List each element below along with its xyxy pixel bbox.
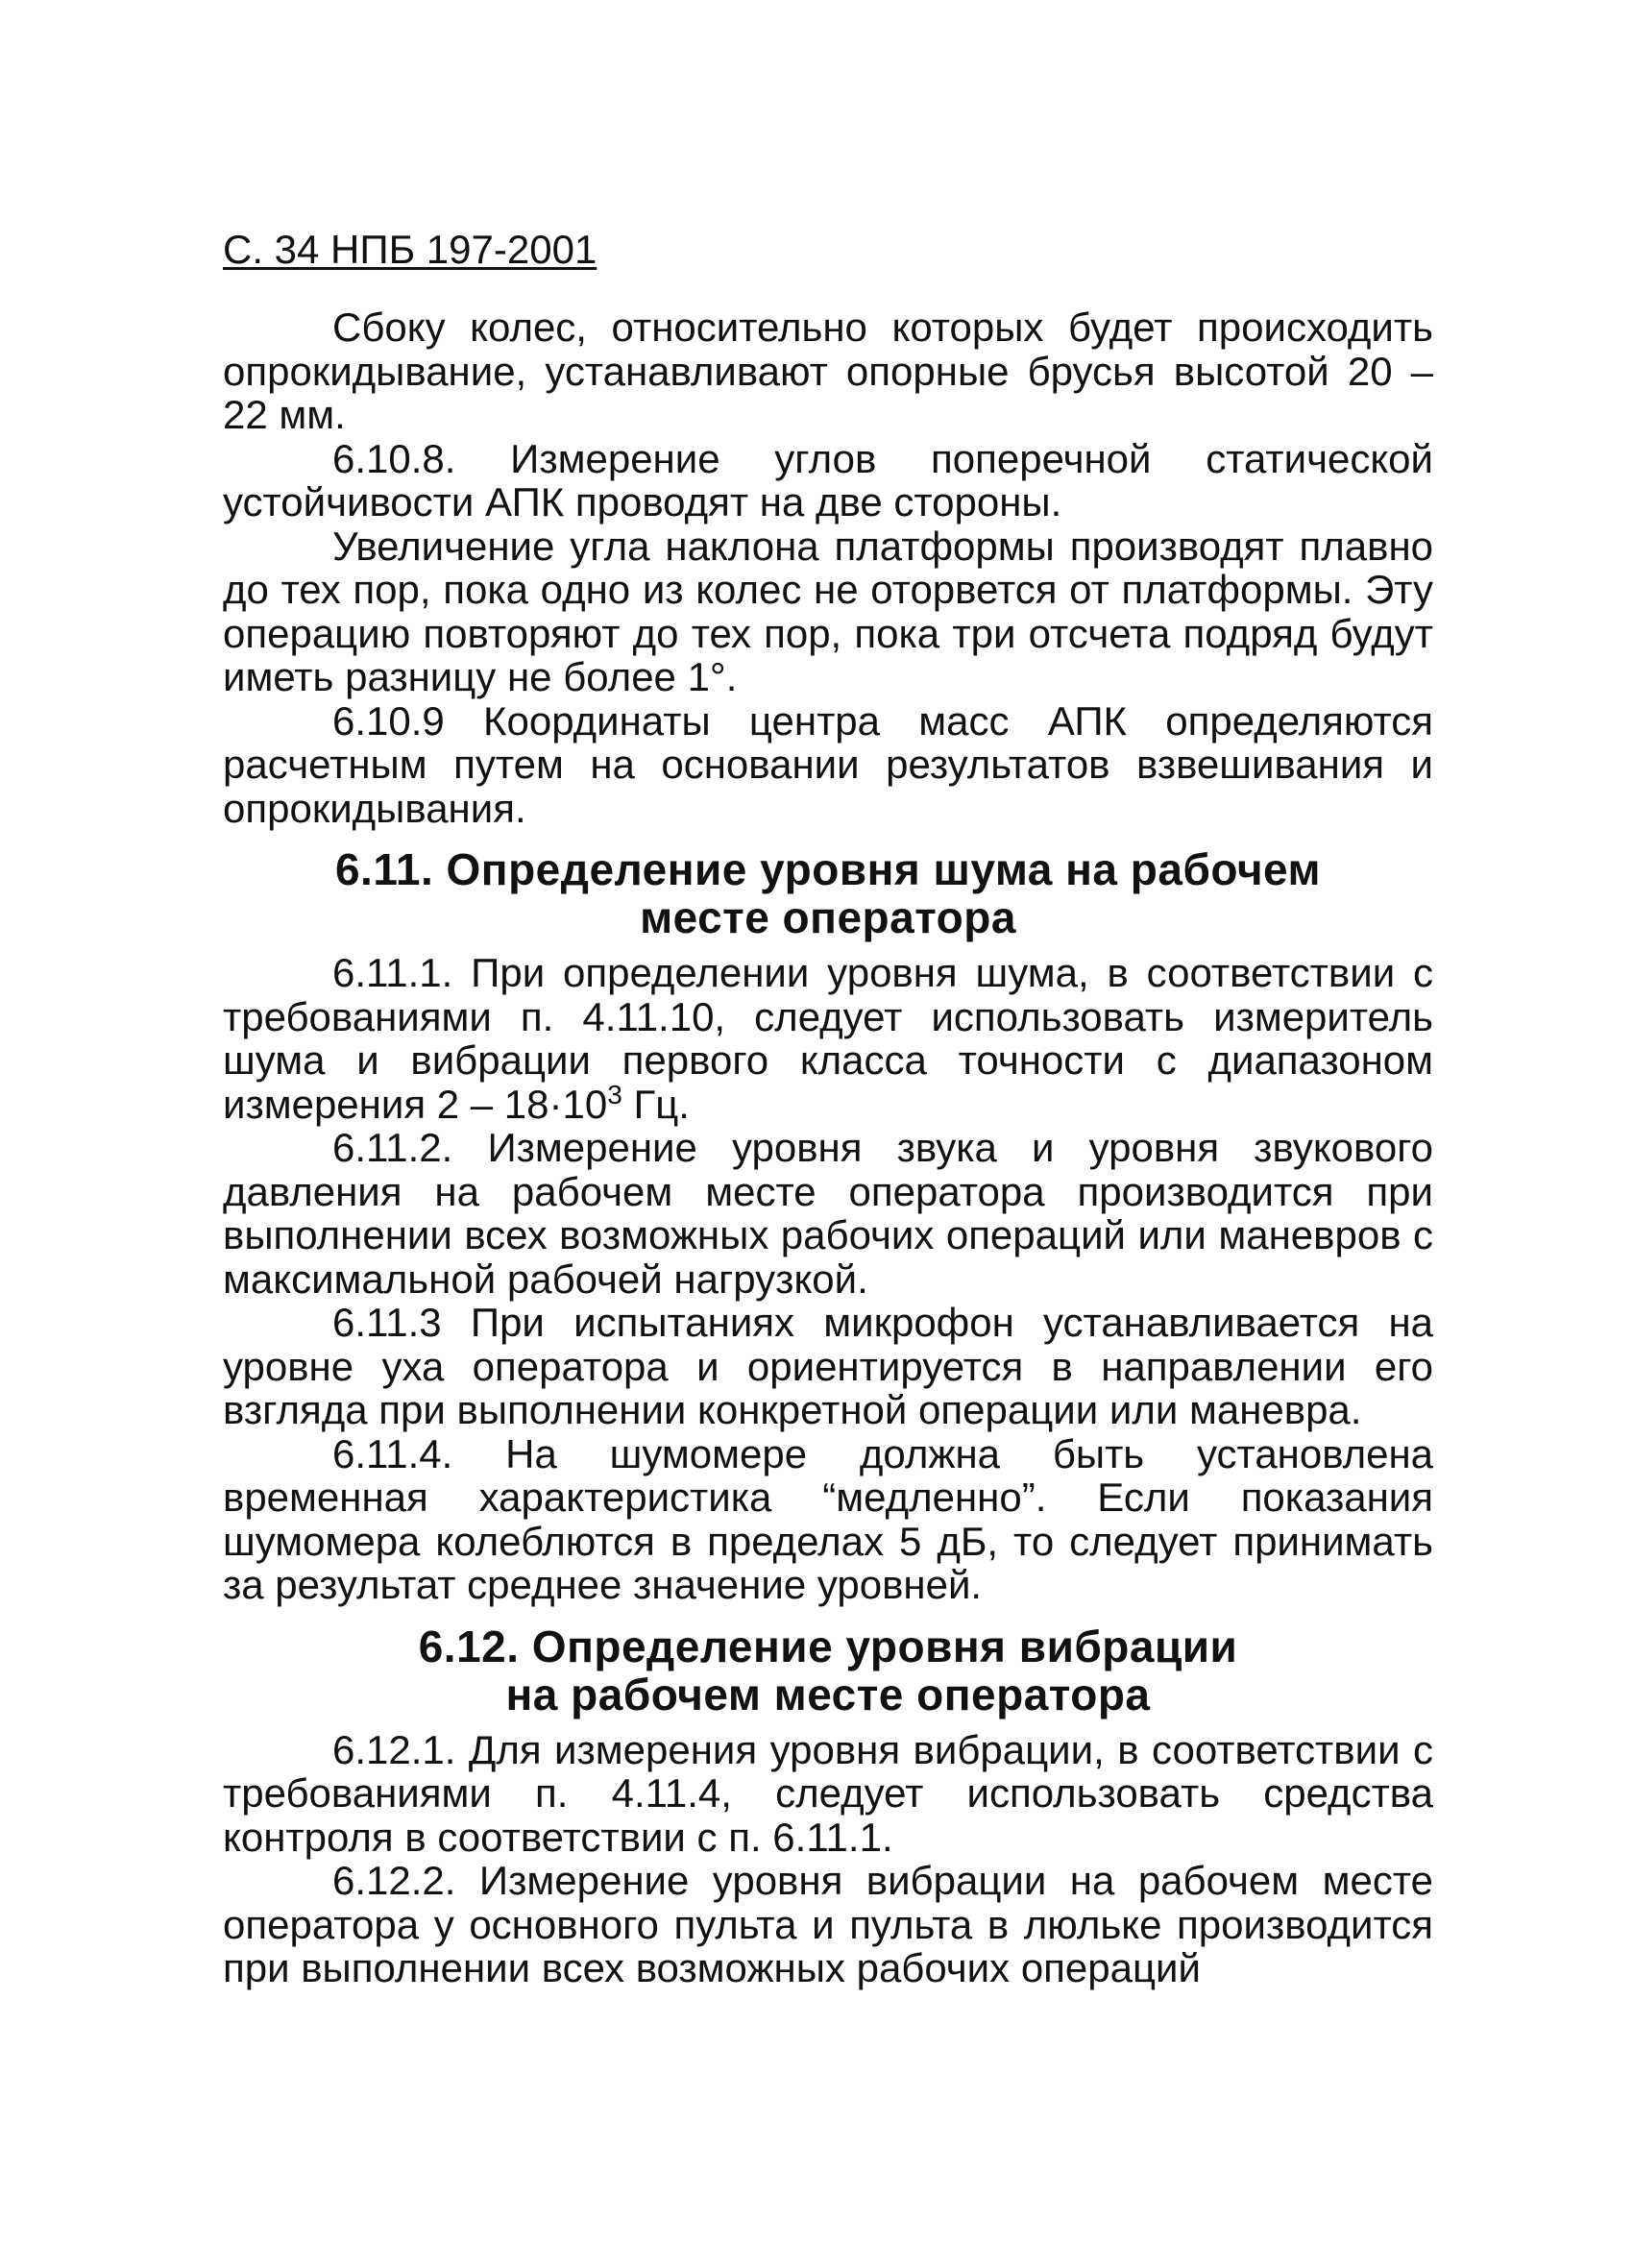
section-heading-6-12-line2: на рабочем месте оператора [505,1669,1151,1719]
body-text [223,305,1433,1990]
paragraph-6-11-3: 6.11.3 При испытаниях микрофон устанавливается на уровне уха оператора и ориентируется в направлении его взгляда при выполнении конкретной операции или маневра. [223,1300,1433,1432]
section-heading-6-12-line1: 6.12. Определение уровня вибрации [418,1621,1238,1671]
paragraph-6-10-8: 6.10.8. Измерение углов поперечной статической устойчивости АПК проводят на две стороны. [223,435,1433,524]
exponent: 3 [607,1079,622,1110]
section-heading-6-11-line2: месте оператора [640,892,1016,942]
section-heading-6-11 [223,845,1433,941]
paragraph-6-12-2: 6.12.2. Измерение уровня вибрации на рабочем месте оператора у основного пульта и пульта в люльке производится при выполнении всех возможных рабочих операций [223,1858,1433,1990]
running-head: С. 34 НПБ 197-2001 [223,227,597,272]
section-heading-6-11-line1: 6.11. Определение уровня шума на рабочем [334,844,1322,894]
paragraph-6-11-2: 6.11.2. Измерение уровня звука и уровня звукового давления на рабочем месте оператора производится при выполнении всех возможных рабочих операций или маневров с максимальной рабочей нагрузкой. [223,1125,1433,1302]
paragraph-6-10-9: 6.10.9 Координаты центра масс АПК определяются расчетным путем на основании результатов взвешивания и опрокидывания. [223,697,1433,831]
paragraph-platform-tilt: Увеличение угла наклона платформы производят плавно до тех пор, пока одно из колес не оторвется от платформы. Эту операцию повторяют до тех пор, пока три отсчета подряд будут иметь разницу не более 1°. [223,523,1433,699]
paragraph-6-11-1 [223,951,1433,1126]
paragraph-6-11-1-text: 6.11.1. При определении уровня шума, в соответствии с требованиями п. 4.11.10, следует использовать измеритель шума и вибрации первого класса точности с диапазоном измерения 2 – 18·10 [223,950,1433,1127]
paragraph-6-12-1: 6.12.1. Для измерения уровня вибрации, в соответствии с требованиями п. 4.11.4, следует использовать средства контроля в соответствии с п. 6.11.1. [223,1726,1433,1860]
section-heading-6-12 [223,1622,1433,1719]
paragraph-6-11-1-unit: Гц. [622,1081,690,1127]
paragraph-wheel-supports: Сбоку колес, относительно которых будет происходить опрокидывание, устанавливают опорные брусья высотой 20 – 22 мм. [223,305,1433,437]
paragraph-6-11-4: 6.11.4. На шумомере должна быть установлена временная характеристика “медленно”. Если показания шумомера колеблются в пределах 5 дБ, то следует принимать за результат среднее значение уровней. [223,1430,1433,1607]
